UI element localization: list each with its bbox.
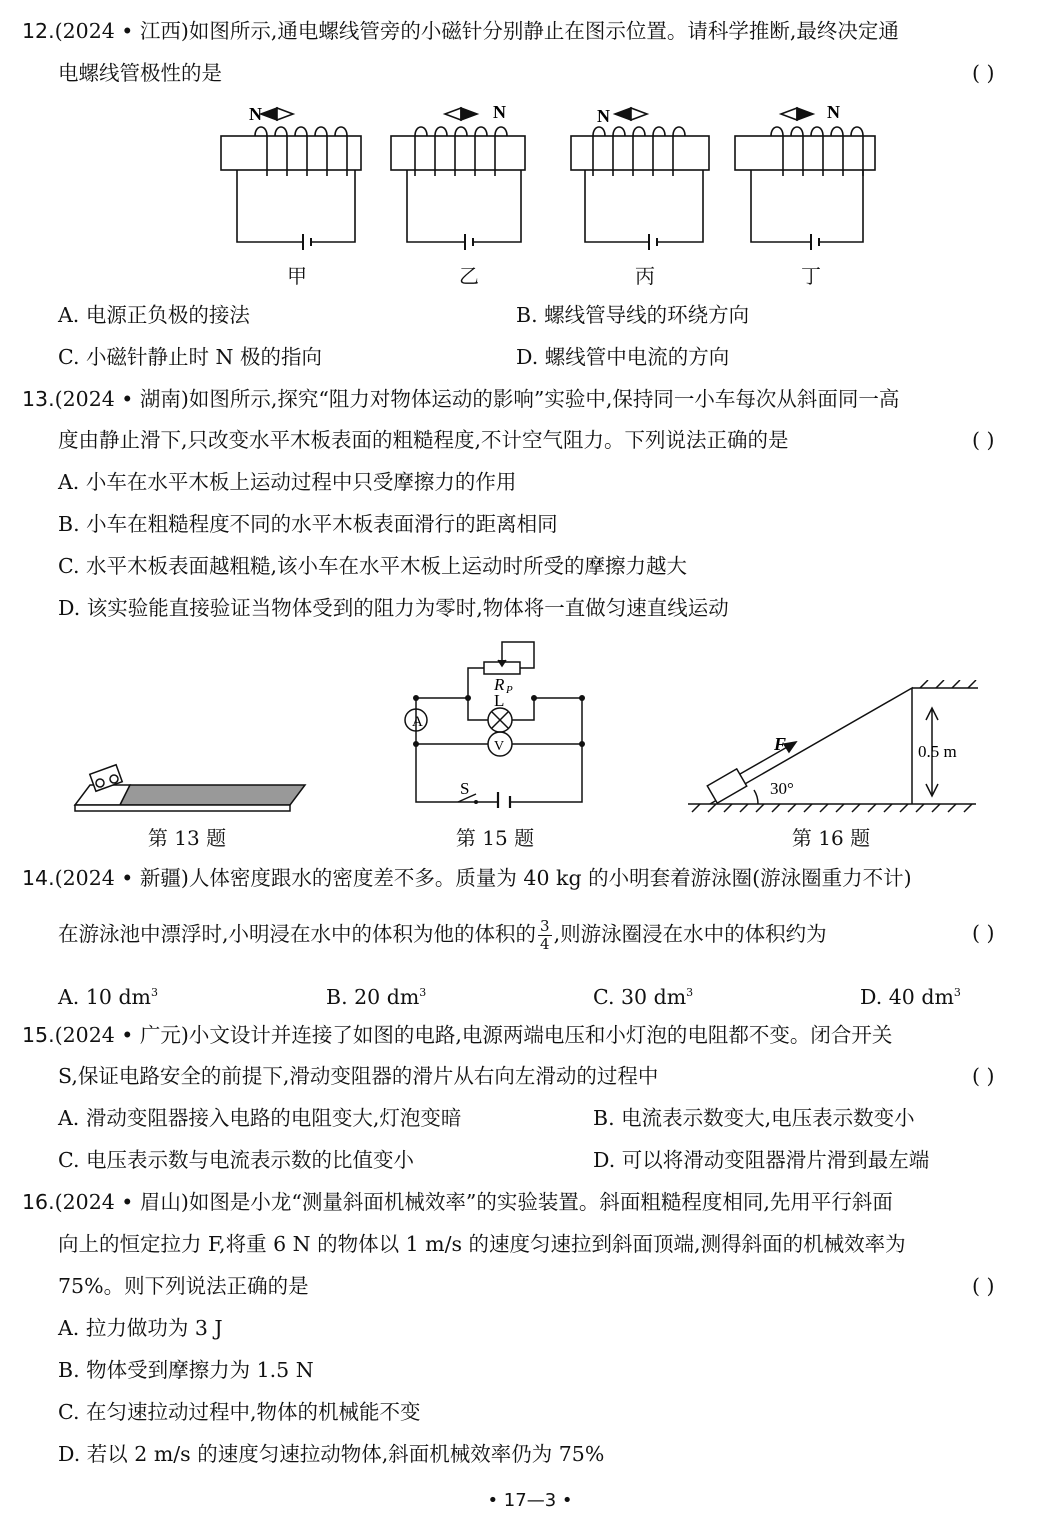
needle-n-label: N [597,106,610,126]
q16-answer-paren: ( ) [972,1274,995,1298]
q16-option-d: D. 若以 2 m/s 的速度匀速拉动物体,斜面机械效率仍为 75% [58,1442,605,1466]
q14-option-a: A. 10 $dm^3$ [58,984,159,1009]
q16-line3: 75%。则下列说法正确的是 [58,1274,309,1298]
needle-n-label: N [249,104,262,124]
q14-line2: 在游泳池中漂浮时,小明浸在水中的体积为他的体积的 $\frac{3}{4}$ ,则游泳圈浸在水中的体积约为 [58,917,827,953]
q12-number: 12. [22,19,55,43]
q16-number: 16. [22,1190,55,1214]
ammeter-label: A [412,714,423,730]
needle-n-label: N [827,102,840,122]
q12-line2: 电螺线管极性的是 [58,61,222,85]
q15-option-c: C. 电压表示数与电流表示数的比值变小 [58,1148,414,1172]
fig15-caption: 第 15 题 [455,826,535,850]
rp-subscript: P [506,684,513,696]
q12-option-b: B. 螺线管导线的环绕方向 [516,303,750,327]
lamp-label: L [494,691,505,710]
q15-circuit-figure [398,636,598,808]
q13-ramp-figure [70,755,310,815]
q15-line2: S,保证电路安全的前提下,滑动变阻器的滑片从右向左滑动的过程中 [58,1064,659,1088]
q16-line2: 向上的恒定拉力 F,将重 6 N 的物体以 1 m/s 的速度匀速拉到斜面顶端,测得斜面的机械效率为 [58,1232,906,1256]
fig16-caption: 第 16 题 [791,826,871,850]
q14-number: 14. [22,866,55,890]
q16-incline-figure [680,680,980,814]
fig13-caption: 第 13 题 [147,826,227,850]
force-label: F [774,734,787,754]
q15-number: 15. [22,1023,55,1047]
q12-option-d: D. 螺线管中电流的方向 [516,345,730,369]
q13-option-a: A. 小车在水平木板上运动过程中只受摩擦力的作用 [58,470,517,494]
fig-label-ding: 丁 [801,264,821,288]
q14-answer-paren: ( ) [972,921,995,945]
fig-label-jia: 甲 [287,264,307,288]
q13-option-b: B. 小车在粗糙程度不同的水平木板表面滑行的距离相同 [58,512,558,536]
q15-option-b: B. 电流表示数变大,电压表示数变小 [593,1106,915,1130]
page-number: • 17—3 • [487,1490,573,1511]
needle-n-label: N [493,102,506,122]
q14-option-d: D. 40 $dm^3$ [860,984,961,1009]
q16-line1: 16.(2024 • 眉山)如图是小龙“测量斜面机械效率”的实验装置。斜面粗糙程度相同,先用平行斜面 [22,1190,893,1214]
q13-number: 13. [22,387,55,411]
q12-answer-paren: ( ) [972,61,995,85]
q14-option-b: B. 20 $dm^3$ [326,984,427,1009]
rp-label: R [494,675,505,694]
solenoid-yi [391,108,525,250]
q15-answer-paren: ( ) [972,1064,995,1088]
solenoid-ding [735,108,875,250]
q13-line2: 度由静止滑下,只改变水平木板表面的粗糙程度,不计空气阻力。下列说法正确的是 [58,428,789,452]
q13-option-d: D. 该实验能直接验证当物体受到的阻力为零时,物体将一直做匀速直线运动 [58,596,729,620]
q14-option-c: C. 30 $dm^3$ [593,984,694,1009]
fraction-three-quarters: $\frac{3}{4}$ [540,917,550,953]
q12-solenoid-figures [215,96,885,286]
switch-label: S [460,779,470,798]
fig-label-bing: 丙 [635,264,655,288]
q13-answer-paren: ( ) [972,428,995,452]
q13-option-c: C. 水平木板表面越粗糙,该小车在水平木板上运动时所受的摩擦力越大 [58,554,688,578]
solenoid-jia [221,108,361,250]
q16-option-c: C. 在匀速拉动过程中,物体的机械能不变 [58,1400,421,1424]
q15-option-a: A. 滑动变阻器接入电路的电阻变大,灯泡变暗 [58,1106,462,1130]
angle-label: 30° [770,779,794,798]
q15-option-d: D. 可以将滑动变阻器滑片滑到最左端 [593,1148,930,1172]
height-label: 0.5 m [918,742,957,761]
q12-option-c: C. 小磁针静止时 N 极的指向 [58,345,322,369]
q15-line1: 15.(2024 • 广元)小文设计并连接了如图的电路,电源两端电压和小灯泡的电阻都不变。闭合开关 [22,1023,893,1047]
q13-line1: 13.(2024 • 湖南)如图所示,探究“阻力对物体运动的影响”实验中,保持同一小车每次从斜面同一高 [22,387,900,411]
q16-option-a: A. 拉力做功为 3 J [58,1316,223,1340]
q12-option-a: A. 电源正负极的接法 [58,303,250,327]
solenoid-bing [571,108,709,250]
fig-label-yi: 乙 [459,264,479,288]
voltmeter-label: V [494,739,505,754]
q14-line1: 14.(2024 • 新疆)人体密度跟水的密度差不多。质量为 40 kg 的小明套着游泳圈(游泳圈重力不计) [22,866,912,890]
q12-line1: 12.(2024 • 江西)如图所示,通电螺线管旁的小磁针分别静止在图示位置。请科学推断,最终决定通 [22,19,899,43]
q16-option-b: B. 物体受到摩擦力为 1.5 N [58,1358,314,1382]
